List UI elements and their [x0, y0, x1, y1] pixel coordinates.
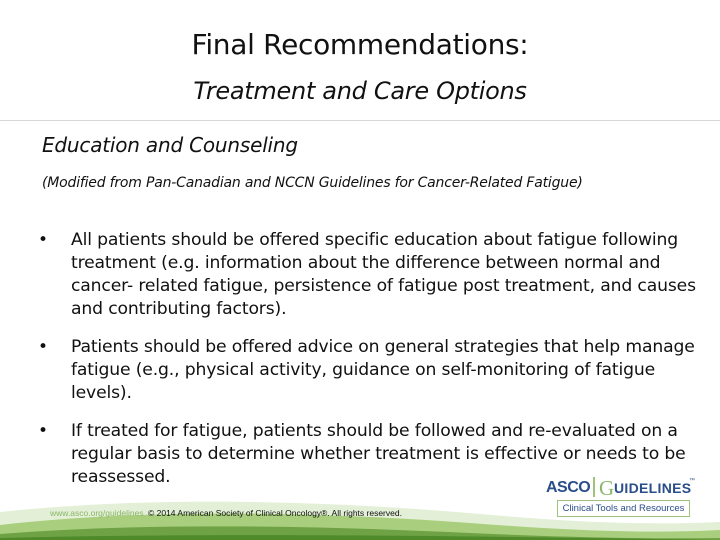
bullet-dot: • — [38, 421, 48, 441]
logo-divider — [593, 477, 595, 497]
asco-guidelines-logo — [540, 476, 700, 522]
section-heading: Education and Counseling — [42, 133, 298, 157]
slide-title: Final Recommendations: — [191, 28, 529, 61]
title-divider — [0, 120, 720, 121]
bullet-item — [38, 229, 698, 321]
footer-copyright: © 2014 American Society of Clinical Oncology®. All rights reserved. — [148, 508, 402, 518]
logo-asco-text: ASCO — [546, 479, 591, 496]
bullet-dot: • — [38, 337, 48, 357]
bullet-item — [38, 336, 698, 405]
bullet-dot: • — [38, 230, 48, 250]
logo-trademark: ™ — [689, 478, 695, 484]
logo-guidelines-text: UIDELINES — [614, 480, 692, 496]
logo-wordmark — [546, 476, 696, 498]
logo-tagline: Clinical Tools and Resources — [557, 500, 690, 517]
slide-subtitle: Treatment and Care Options — [193, 77, 527, 105]
bullet-text: All patients should be offered specific education about fatigue following treatment (e.g. information about the difference between normal and cancer- related fatigue, persistence of fatigue post treatment, and causes and contributing factors). — [71, 230, 696, 319]
source-note: (Modified from Pan-Canadian and NCCN Guidelines for Cancer-Related Fatigue) — [42, 175, 583, 191]
bullet-text: If treated for fatigue, patients should be followed and re-evaluated on a regular basis to determine whether treatment is effective or needs to be reassessed. — [71, 421, 686, 487]
bullet-list — [38, 229, 698, 489]
logo-g-letter: G — [599, 476, 615, 500]
bullet-text: Patients should be offered advice on general strategies that help manage fatigue (e.g., physical activity, guidance on self-monitoring of fatigue levels). — [71, 337, 695, 403]
footer-url: www.asco.org/guidelines — [50, 508, 144, 518]
